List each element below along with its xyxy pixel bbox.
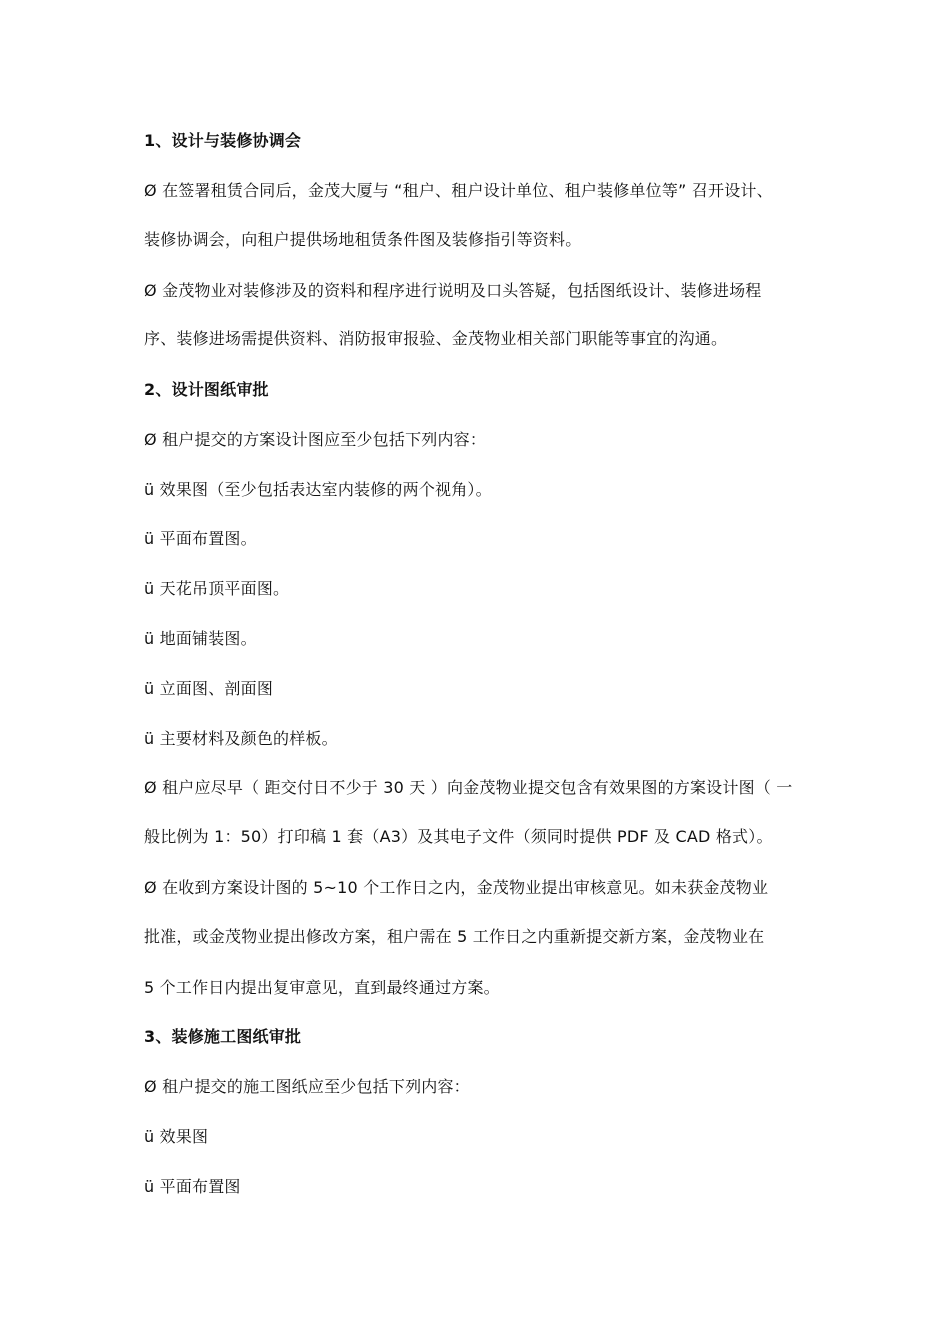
paragraph-line: 序、装修进场需提供资料、消防报审报验、金茂物业相关部门职能等事宜的沟通。 [144, 329, 728, 348]
paragraph-line: Ø 在收到方案设计图的 5~10 个工作日之内，金茂物业提出审核意见。如未获金茂物业 [144, 878, 769, 897]
paragraph-line: Ø 租户应尽早（ 距交付日不少于 30 天 ）向金茂物业提交包含有效果图的方案设计图（ 一 [144, 778, 793, 797]
paragraph-line: 5 个工作日内提出复审意见，直到最终通过方案。 [144, 978, 500, 997]
list-item: ü 平面布置图 [144, 1177, 241, 1196]
list-item: ü 效果图（至少包括表达室内装修的两个视角）。 [144, 480, 492, 499]
section-heading-3: 3、装修施工图纸审批 [144, 1027, 302, 1046]
list-item: ü 主要材料及颜色的样板。 [144, 729, 338, 748]
section-heading-2: 2、设计图纸审批 [144, 380, 269, 399]
list-item: ü 天花吊顶平面图。 [144, 579, 290, 598]
paragraph-line: 批准，或金茂物业提出修改方案，租户需在 5 工作日之内重新提交新方案，金茂物业在 [144, 927, 765, 946]
list-item: ü 平面布置图。 [144, 529, 257, 548]
paragraph-line: Ø 租户提交的施工图纸应至少包括下列内容： [144, 1077, 470, 1096]
paragraph-line: Ø 在签署租赁合同后，金茂大厦与 “租户、租户设计单位、租户装修单位等” 召开设计、 [144, 181, 773, 200]
section-heading-1: 1、设计与装修协调会 [144, 131, 302, 150]
paragraph-line: 般比例为 1：50）打印稿 1 套（A3）及其电子文件（须同时提供 PDF 及 CAD 格式）。 [144, 827, 773, 846]
paragraph-line: Ø 租户提交的方案设计图应至少包括下列内容： [144, 430, 487, 449]
list-item: ü 地面铺装图。 [144, 629, 257, 648]
list-item: ü 立面图、剖面图 [144, 679, 274, 698]
paragraph-line: Ø 金茂物业对装修涉及的资料和程序进行说明及口头答疑，包括图纸设计、装修进场程 [144, 281, 762, 300]
paragraph-line: 装修协调会，向租户提供场地租赁条件图及装修指引等资料。 [144, 230, 582, 249]
list-item: ü 效果图 [144, 1127, 209, 1146]
